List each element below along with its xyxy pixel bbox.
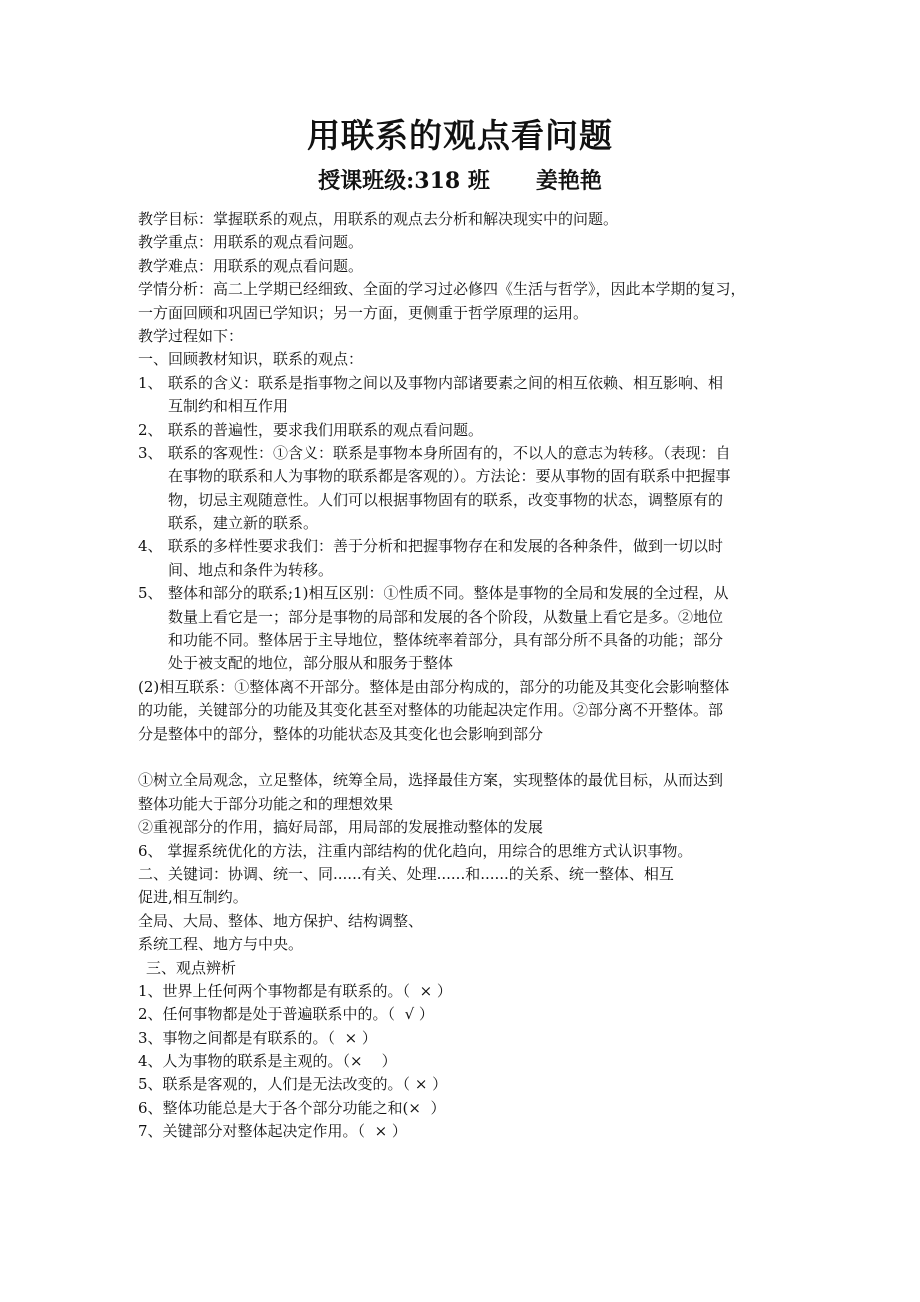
judgement-item: 5、联系是客观的，人们是无法改变的。（ × ）: [138, 1075, 448, 1094]
item-text: 联系的客观性：①含义：联系是事物本身所固有的，不以人的意志为转移。（表现：自: [168, 443, 731, 462]
method-text: ①树立全局观念，立足整体，统筹全局，选择最佳方案，实现整体的最优目标，从而达到: [138, 771, 724, 790]
student-analysis: 学情分析：高二上学期已经细致、全面的学习过必修四《生活与哲学》，因此本学期的复习，: [138, 280, 746, 299]
blank-line: [138, 746, 798, 769]
item-text: 互制约和相互作用: [168, 397, 289, 416]
teaching-difficulty: 教学难点：用联系的观点看问题。: [138, 256, 364, 275]
list-item: [138, 442, 798, 536]
keywords-text: 全局、大局、整体、地方保护、结构调整、: [138, 911, 424, 930]
lesson-plan-body: [138, 208, 798, 1144]
item-text: 联系的普遍性，要求我们用联系的观点看问题。: [168, 420, 484, 439]
judgement-item: 3、事物之间都是有联系的。（ × ）: [138, 1028, 377, 1047]
item-number: 1、: [138, 373, 163, 392]
section-3-heading: 三、观点辨析: [146, 958, 237, 977]
item-text: 数量上看它是一；部分是事物的局部和发展的各个阶段，从数量上看它是多。②地位: [168, 607, 724, 626]
item-text: 联系，建立新的联系。: [168, 514, 319, 533]
keywords-text: 系统工程、地方与中央。: [138, 935, 304, 954]
item-number: 3、: [138, 443, 163, 462]
relation-text: 的功能，关键部分的功能及其变化甚至对整体的功能起决定作用。②部分离不开整体。部: [138, 701, 724, 720]
relation-text: (2)相互联系：①整体离不开部分。整体是由部分构成的，部分的功能及其变化会影响整体: [138, 677, 730, 696]
method-text: 整体功能大于部分功能之和的理想效果: [138, 794, 394, 813]
student-analysis-cont: 一方面回顾和巩固已学知识；另一方面，更侧重于哲学原理的运用。: [138, 303, 589, 322]
list-item: [138, 419, 798, 442]
item-text: 间、地点和条件为转移。: [168, 560, 334, 579]
item-text: 物，切忌主观随意性。人们可以根据事物固有的联系，改变事物的状态，调整原有的: [168, 490, 724, 509]
item-number: 2、: [138, 420, 163, 439]
keywords-text: 促进,相互制约。: [138, 888, 248, 907]
judgement-item: 1、世界上任何两个事物都是有联系的。（ × ）: [138, 981, 452, 1000]
keywords-heading: 二、关键词：协调、统一、同......有关、处理......和......的关系、统一整体、相互: [138, 864, 674, 883]
judgement-item: 7、关键部分对整体起决定作用。（ × ）: [138, 1122, 407, 1141]
judgement-item: 2、任何事物都是处于普遍联系中的。（ √ ）: [138, 1005, 434, 1024]
item-text: 处于被支配的地位，部分服从和服务于整体: [168, 654, 454, 673]
item-text: 和功能不同。整体居于主导地位，整体统率着部分，具有部分所不具备的功能；部分: [168, 631, 724, 650]
list-item: [138, 582, 798, 676]
item-text: 联系的含义：联系是指事物之间以及事物内部诸要素之间的相互依赖、相互影响、相: [168, 373, 724, 392]
teaching-focus: 教学重点：用联系的观点看问题。: [138, 233, 364, 252]
method-text: ②重视部分的作用，搞好局部，用局部的发展推动整体的发展: [138, 818, 544, 837]
list-item: [138, 535, 798, 582]
list-item: 6、 掌握系统优化的方法，注重内部结构的优化趋向，用综合的思维方式认识事物。: [138, 841, 693, 860]
item-text: 在事物的联系和人为事物的联系都是客观的）。方法论：要从事物的固有联系中把握事: [168, 467, 731, 486]
item-number: 5、: [138, 584, 163, 603]
judgement-item: 4、人为事物的联系是主观的。（× ）: [138, 1052, 397, 1071]
relation-text: 分是整体中的部分，整体的功能状态及其变化也会影响到部分: [138, 724, 544, 743]
item-text: 联系的多样性要求我们：善于分析和把握事物存在和发展的各种条件，做到一切以时: [168, 537, 724, 556]
process-intro: 教学过程如下：: [138, 326, 244, 345]
judgement-item: 6、整体功能总是大于各个部分功能之和(× ）: [138, 1098, 446, 1117]
page-title: 用联系的观点看问题: [307, 116, 613, 155]
class-and-teacher: 授课班级:318 班 姜艳艳: [318, 168, 602, 194]
section-1-heading: 一、回顾教材知识，联系的观点：: [138, 350, 364, 369]
teaching-goal: 教学目标：掌握联系的观点，用联系的观点去分析和解决现实中的问题。: [138, 210, 619, 228]
list-item: [138, 372, 798, 419]
item-number: 4、: [138, 537, 163, 556]
item-text: 整体和部分的联系;1)相互区别：①性质不同。整体是事物的全局和发展的全过程，从: [168, 584, 729, 603]
